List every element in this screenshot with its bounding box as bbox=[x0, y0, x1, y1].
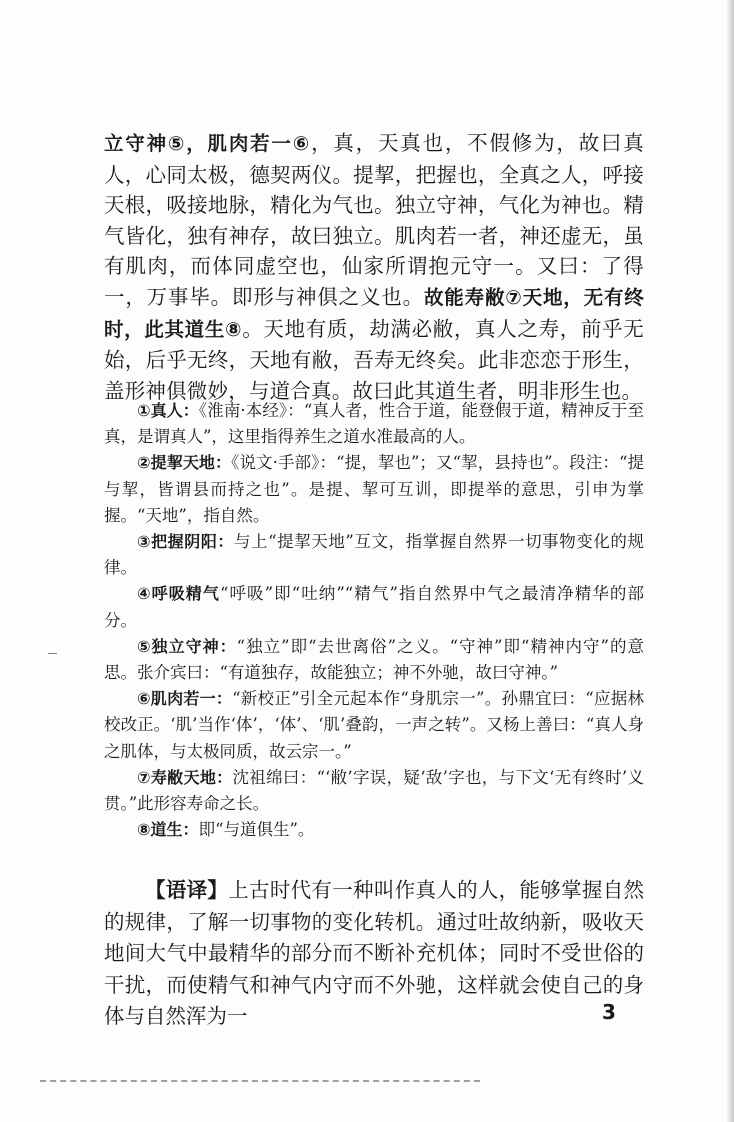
classic-text-bold: 立守神⑤，肌肉若一⑥ bbox=[104, 132, 312, 155]
note-term: ⑥肌肉若一： bbox=[137, 689, 233, 709]
note-text: 《淮南·本经》：“真人者，性合于道，能登假于道，精神反于至真，是谓真人”，这里指得养生之道水准最高的人。 bbox=[104, 401, 644, 447]
commentary-text: ，真，天真也，不假修为，故曰真人，心同太极，德契两仪。提挈，把握也，全真之人，呼接天根，吸接地脉，精化为气也。独立守神，气化为神也。精气皆化，独有神存，故曰独立。肌肉若一者，神还虚无，虽有肌肉，而体同虚空也，仙家所谓抱元守一。又曰：了得一，万事毕。即形与神俱之义也。 bbox=[104, 131, 645, 309]
classic-text-bold: 故能寿敝⑦天地，无有终时，此其道生⑧ bbox=[104, 285, 644, 341]
note-text: “独立”即“去世离俗”之义。“守神”即“精神内守”的意思。张介宾曰：“有道独存，故能独立；神不外驰，故曰守神。” bbox=[104, 636, 644, 683]
note-6 bbox=[104, 686, 644, 765]
page-edge-shadow bbox=[726, 0, 734, 1122]
note-3 bbox=[104, 529, 644, 581]
note-text: “呼吸”即“吐纳”“精气”指自然界中气之最清净精华的部分。 bbox=[104, 584, 644, 630]
note-term: ⑧道生： bbox=[137, 820, 199, 840]
annotation-notes bbox=[104, 398, 644, 843]
note-text: 即“与道俱生”。 bbox=[198, 820, 315, 840]
note-term: ⑤独立守神： bbox=[137, 636, 237, 656]
note-text: 《说文·手部》：“提，挈也”；又“挈，县持也”。段注：“提与挈，皆谓县而持之也”。是提、挈可互训，即提举的意思，引申为掌握。“天地”，指自然。 bbox=[104, 453, 644, 525]
note-term: ①真人： bbox=[137, 401, 199, 420]
note-term: ④呼吸精气 bbox=[137, 584, 220, 604]
note-1 bbox=[104, 398, 644, 450]
page-number: 3 bbox=[602, 1000, 616, 1024]
note-2 bbox=[104, 450, 644, 529]
scan-mark bbox=[48, 653, 57, 654]
note-term: ③把握阴阳： bbox=[137, 532, 234, 552]
note-text: 与上“提挈天地”互文，指掌握自然界一切事物变化的规律。 bbox=[104, 532, 644, 578]
translation-text: 上古时代有一种叫作真人的人，能够掌握自然的规律，了解一切事物的变化转机。通过吐故纳新，吸收天地间大气中最精华的部分而不断补充机体；同时不受世俗的干扰，而使精气和神气内守而不外驰，这样就会使自己的身体与自然浑为一 bbox=[104, 878, 645, 1028]
commentary-text: 。天地有质，劫满必敝，真人之寿，前乎无始，后乎无终，天地有敝，吾寿无终矣。此非恋恋于形生，盖形神俱微妙，与道合真。故曰此其道生者，明非形生也。 bbox=[104, 316, 644, 403]
note-term: ⑦寿敝天地： bbox=[137, 767, 233, 787]
note-text: 沈祖绵曰：“‘敝’字误，疑‘敌’字也，与下文‘无有终时’义贯。”此形容寿命之长。 bbox=[104, 767, 644, 814]
commentary-paragraph bbox=[104, 128, 644, 406]
note-5 bbox=[104, 634, 644, 686]
scan-bottom-rule bbox=[40, 1080, 480, 1082]
note-text: “新校正”引全元起本作“身肌宗一”。孙鼎宜曰：“应据林校改正。‘肌’当作‘体’，‘体’、‘肌’叠韵，一声之转”。又杨上善曰：“真人身之肌体，与太极同质，故云宗一。” bbox=[104, 689, 644, 761]
translation-paragraph bbox=[104, 875, 644, 1033]
note-term: ②提挈天地： bbox=[137, 453, 232, 473]
note-8 bbox=[104, 817, 644, 843]
note-7 bbox=[104, 765, 644, 817]
translation-label: 【语译】 bbox=[145, 878, 229, 902]
note-4 bbox=[104, 581, 644, 633]
